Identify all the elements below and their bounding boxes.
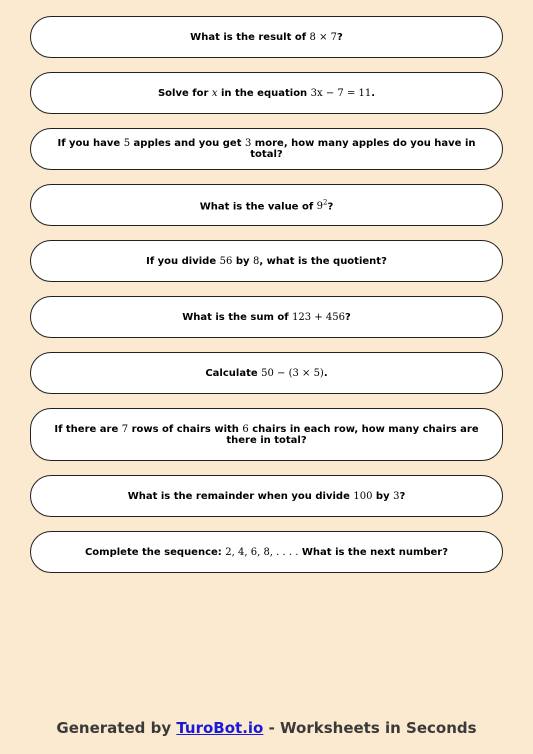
footer [0,719,533,737]
footer-prefix: Generated by [56,719,177,737]
question-4: What is the value of $9^2$? [30,184,503,226]
question-6: What is the sum of 123 + 456? [30,296,503,338]
question-8: If there are 7 rows of chairs with 6 chairs in each row, how many chairs are there in total? [30,408,503,461]
footer-suffix: - Worksheets in Seconds [263,719,477,737]
turobot-link[interactable]: TuroBot.io [176,719,264,737]
question-list [30,16,503,587]
question-2: Solve for x in the equation 3x − 7 = 11. [30,72,503,114]
question-10: Complete the sequence: 2, 4, 6, 8, . . . . What is the next number? [30,531,503,573]
question-5: If you divide 56 by 8, what is the quotient? [30,240,503,282]
question-9: What is the remainder when you divide 100 by 3? [30,475,503,517]
question-1: What is the result of 8 × 7? [30,16,503,58]
question-3: If you have 5 apples and you get 3 more, how many apples do you have in total? [30,128,503,170]
question-7: Calculate 50 − (3 × 5). [30,352,503,394]
